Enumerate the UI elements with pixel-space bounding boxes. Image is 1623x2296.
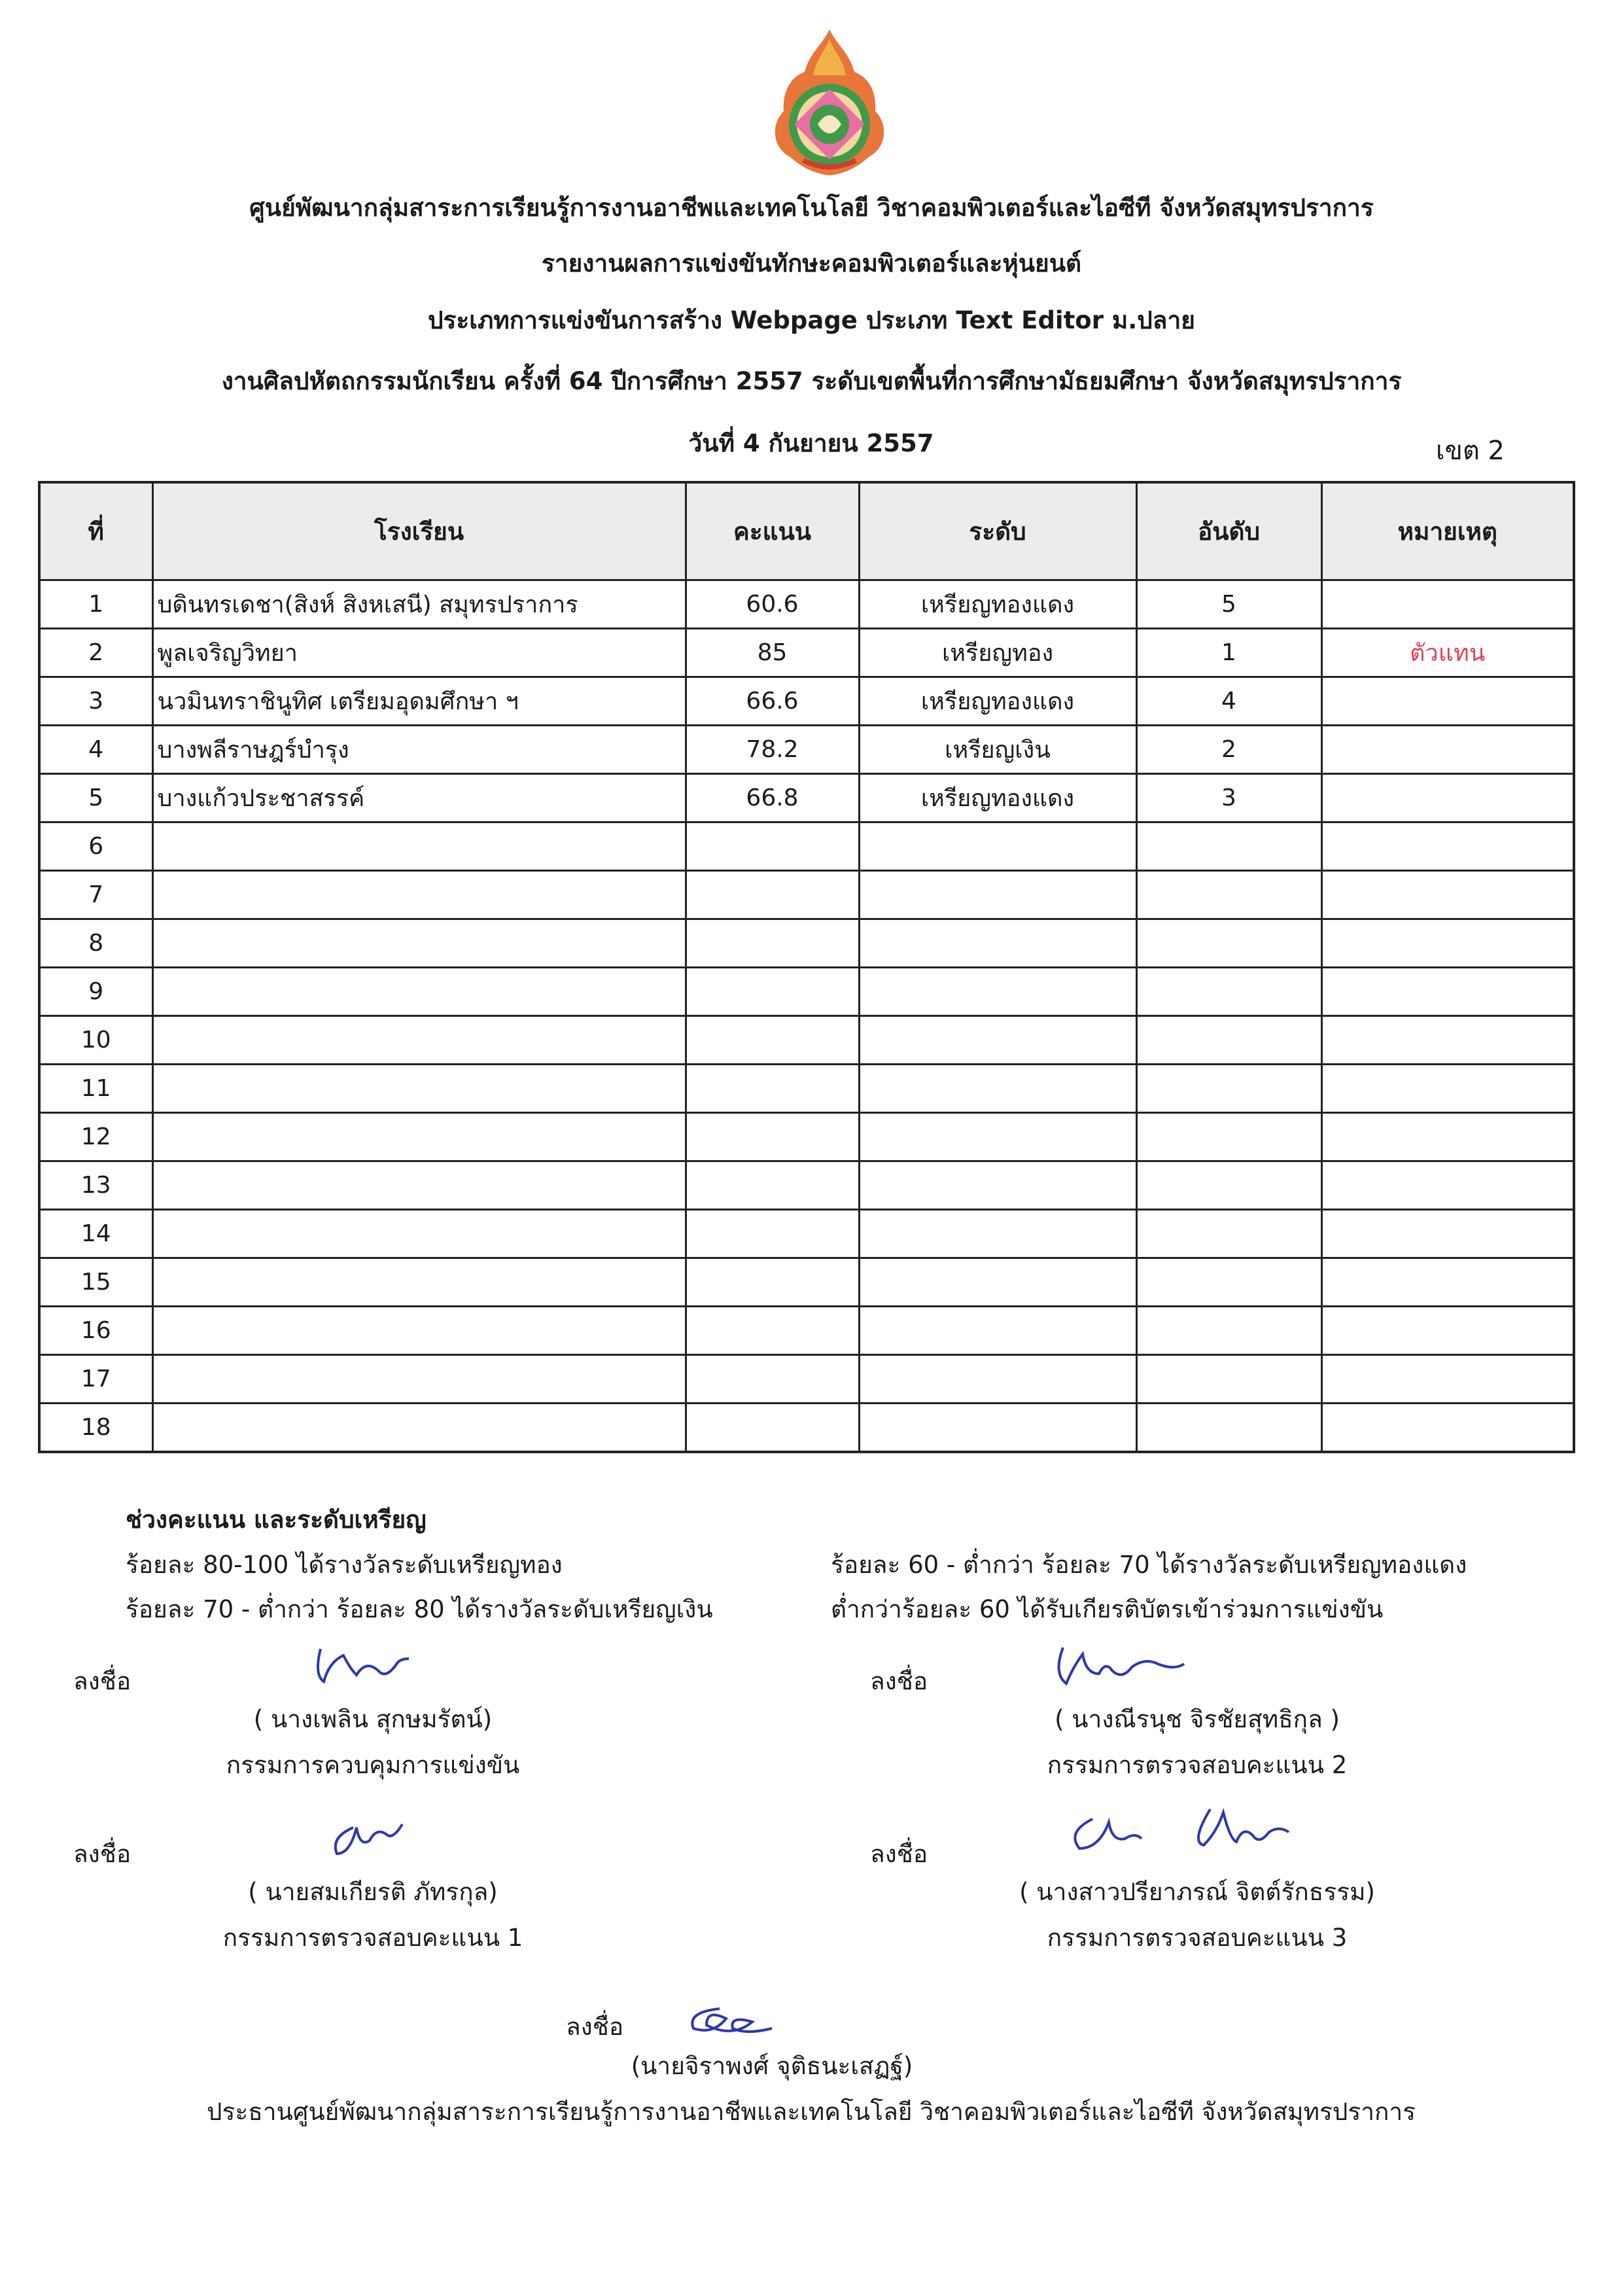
cell-school: บางพลีราษฎร์บำรุง — [152, 726, 686, 774]
office-emblem-logo — [764, 26, 895, 177]
signer-title: กรรมการควบคุมการแข่งขัน — [226, 1751, 520, 1779]
table-row — [39, 580, 1574, 629]
col-header-rank: อันดับ — [1136, 482, 1321, 580]
signer-title: กรรมการตรวจสอบคะแนน 2 — [1047, 1751, 1348, 1779]
table-header-row — [39, 482, 1574, 580]
zone-label: เขต 2 — [1435, 436, 1505, 466]
header-event-line: งานศิลปหัตถกรรมนักเรียน ครั้งที่ 64 ปีการศึกษา 2557 ระดับเขตพื้นที่การศึกษามัธยมศึกษา จังหวัดสมุทรปราการ — [221, 367, 1402, 395]
cell-score — [686, 1404, 859, 1453]
cell-score — [686, 1355, 859, 1404]
cell-rank: 2 — [1136, 726, 1321, 774]
cell-no: 8 — [39, 919, 152, 968]
cell-no: 6 — [39, 822, 152, 871]
cell-school — [152, 1161, 686, 1210]
cell-note — [1321, 1258, 1574, 1307]
table-row — [39, 968, 1574, 1016]
cell-rank: 3 — [1136, 774, 1321, 822]
cell-level — [859, 1113, 1136, 1161]
signer-name: ( นายสมเกียรติ ภัทรกุล) — [248, 1878, 498, 1906]
table-row — [39, 677, 1574, 726]
cell-school — [152, 822, 686, 871]
cell-note — [1321, 1404, 1574, 1453]
signer-name: ( นางณีรนุช จิรชัยสุทธิกุล ) — [1055, 1705, 1340, 1733]
cell-no: 4 — [39, 726, 152, 774]
cell-score — [686, 919, 859, 968]
cell-school — [152, 1065, 686, 1113]
signature-image — [1066, 1799, 1328, 1858]
col-header-score: คะแนน — [686, 482, 859, 580]
signature-image — [307, 1639, 432, 1691]
cell-rank — [1136, 1210, 1321, 1258]
cell-school — [152, 1258, 686, 1307]
col-header-school: โรงเรียน — [152, 482, 686, 580]
cell-level — [859, 919, 1136, 968]
table-row — [39, 1113, 1574, 1161]
cell-note — [1321, 1113, 1574, 1161]
cell-score — [686, 1307, 859, 1355]
legend-bronze: ร้อยละ 60 - ต่ำกว่า ร้อยละ 70 ได้รางวัลระดับเหรียญทองแดง — [831, 1551, 1467, 1579]
cell-rank — [1136, 871, 1321, 919]
cell-score — [686, 1258, 859, 1307]
cell-school — [152, 1016, 686, 1065]
cell-note — [1321, 1016, 1574, 1065]
legend-gold: ร้อยละ 80-100 ได้รางวัลระดับเหรียญทอง — [126, 1551, 563, 1579]
cell-level — [859, 1161, 1136, 1210]
cell-rank: 1 — [1136, 629, 1321, 677]
legend-title: ช่วงคะแนน และระดับเหรียญ — [126, 1506, 427, 1534]
cell-score — [686, 822, 859, 871]
cell-level — [859, 968, 1136, 1016]
header-office-line: ศูนย์พัฒนากลุ่มสาระการเรียนรู้การงานอาชีพและเทคโนโลยี วิชาคอมพิวเตอร์และไอซีที จังหวัดสมุทรปราการ — [249, 194, 1374, 222]
table-row — [39, 871, 1574, 919]
cell-rank — [1136, 1355, 1321, 1404]
cell-school — [152, 871, 686, 919]
cell-score: 60.6 — [686, 580, 859, 629]
cell-note — [1321, 1210, 1574, 1258]
table-row — [39, 1161, 1574, 1210]
table-row — [39, 1307, 1574, 1355]
cell-school: บางแก้วประชาสรรค์ — [152, 774, 686, 822]
cell-rank — [1136, 1258, 1321, 1307]
sign-label: ลงชื่อ — [73, 1667, 131, 1695]
cell-level — [859, 822, 1136, 871]
cell-score — [686, 968, 859, 1016]
cell-note — [1321, 871, 1574, 919]
cell-school — [152, 1210, 686, 1258]
cell-level: เหรียญทองแดง — [859, 580, 1136, 629]
cell-rank — [1136, 1065, 1321, 1113]
signer-title: กรรมการตรวจสอบคะแนน 3 — [1047, 1924, 1348, 1952]
cell-no: 12 — [39, 1113, 152, 1161]
cell-school — [152, 1355, 686, 1404]
cell-rank — [1136, 1404, 1321, 1453]
cell-note — [1321, 580, 1574, 629]
sign-label: ลงชื่อ — [566, 2013, 624, 2041]
cell-school — [152, 1113, 686, 1161]
cell-school — [152, 1404, 686, 1453]
cell-note — [1321, 1355, 1574, 1404]
header-report-title: รายงานผลการแข่งขันทักษะคอมพิวเตอร์และหุ่นยนต์ — [541, 249, 1082, 277]
cell-no: 1 — [39, 580, 152, 629]
sign-label: ลงชื่อ — [870, 1667, 928, 1695]
sign-label: ลงชื่อ — [73, 1840, 131, 1868]
cell-no: 14 — [39, 1210, 152, 1258]
signer-name: ( นางสาวปรียาภรณ์ จิตต์รักธรรม) — [1019, 1878, 1375, 1906]
table-row — [39, 1355, 1574, 1404]
table-row — [39, 1258, 1574, 1307]
header-date: วันที่ 4 กันยายน 2557 — [688, 429, 934, 457]
col-header-no: ที่ — [39, 482, 152, 580]
cell-score: 66.8 — [686, 774, 859, 822]
signature-image — [680, 1996, 805, 2041]
cell-score: 78.2 — [686, 726, 859, 774]
cell-level — [859, 871, 1136, 919]
cell-note — [1321, 774, 1574, 822]
cell-no: 13 — [39, 1161, 152, 1210]
cell-no: 2 — [39, 629, 152, 677]
col-header-note: หมายเหตุ — [1321, 482, 1574, 580]
cell-no: 17 — [39, 1355, 152, 1404]
cell-school: พูลเจริญวิทยา — [152, 629, 686, 677]
cell-score — [686, 1161, 859, 1210]
cell-school — [152, 1307, 686, 1355]
cell-rank — [1136, 1161, 1321, 1210]
cell-rank — [1136, 1307, 1321, 1355]
cell-no: 11 — [39, 1065, 152, 1113]
cell-score — [686, 1016, 859, 1065]
cell-school — [152, 919, 686, 968]
cell-note — [1321, 677, 1574, 726]
cell-no: 18 — [39, 1404, 152, 1453]
legend-participation: ต่ำกว่าร้อยละ 60 ได้รับเกียรติบัตรเข้าร่วมการแข่งขัน — [831, 1595, 1384, 1623]
table-row — [39, 629, 1574, 677]
cell-level: เหรียญทอง — [859, 629, 1136, 677]
col-header-level: ระดับ — [859, 482, 1136, 580]
cell-note — [1321, 919, 1574, 968]
signer-title: กรรมการตรวจสอบคะแนน 1 — [222, 1924, 523, 1952]
cell-school: นวมินทราชินูทิศ เตรียมอุดมศึกษา ฯ — [152, 677, 686, 726]
cell-note — [1321, 726, 1574, 774]
cell-level — [859, 1065, 1136, 1113]
cell-score — [686, 871, 859, 919]
signer-name: ( นางเพลิน สุกษมรัตน์) — [253, 1705, 493, 1733]
cell-level — [859, 1404, 1136, 1453]
table-row — [39, 1065, 1574, 1113]
cell-score — [686, 1113, 859, 1161]
signature-image — [321, 1811, 425, 1863]
table-row — [39, 774, 1574, 822]
cell-score: 85 — [686, 629, 859, 677]
cell-level — [859, 1016, 1136, 1065]
cell-no: 3 — [39, 677, 152, 726]
cell-school — [152, 968, 686, 1016]
cell-rank — [1136, 919, 1321, 968]
signer-name: (นายจิราพงศ์ จุติธนะเสฏฐ์) — [631, 2052, 913, 2080]
cell-no: 9 — [39, 968, 152, 1016]
sign-label: ลงชื่อ — [870, 1840, 928, 1868]
cell-level — [859, 1307, 1136, 1355]
cell-no: 16 — [39, 1307, 152, 1355]
table-row — [39, 726, 1574, 774]
cell-score — [686, 1065, 859, 1113]
cell-level: เหรียญเงิน — [859, 726, 1136, 774]
cell-note — [1321, 1307, 1574, 1355]
cell-level — [859, 1355, 1136, 1404]
signer-title: ประธานศูนย์พัฒนากลุ่มสาระการเรียนรู้การงานอาชีพและเทคโนโลยี วิชาคอมพิวเตอร์และไอซีที จังหวัดสมุทรปราการ — [206, 2098, 1416, 2126]
cell-level: เหรียญทองแดง — [859, 677, 1136, 726]
cell-rank — [1136, 968, 1321, 1016]
cell-note — [1321, 1065, 1574, 1113]
cell-rank: 4 — [1136, 677, 1321, 726]
cell-rank — [1136, 1113, 1321, 1161]
cell-level — [859, 1210, 1136, 1258]
cell-rank — [1136, 822, 1321, 871]
signature-image — [1047, 1641, 1230, 1693]
cell-score — [686, 1210, 859, 1258]
table-row — [39, 1210, 1574, 1258]
cell-no: 5 — [39, 774, 152, 822]
legend-silver: ร้อยละ 70 - ต่ำกว่า ร้อยละ 80 ได้รางวัลระดับเหรียญเงิน — [126, 1595, 713, 1623]
cell-note — [1321, 968, 1574, 1016]
cell-level: เหรียญทองแดง — [859, 774, 1136, 822]
cell-score: 66.6 — [686, 677, 859, 726]
cell-note — [1321, 1161, 1574, 1210]
results-table — [38, 481, 1575, 1453]
cell-level — [859, 1258, 1136, 1307]
cell-no: 15 — [39, 1258, 152, 1307]
table-row — [39, 1404, 1574, 1453]
cell-no: 7 — [39, 871, 152, 919]
table-row — [39, 822, 1574, 871]
cell-rank — [1136, 1016, 1321, 1065]
cell-rank: 5 — [1136, 580, 1321, 629]
cell-note — [1321, 822, 1574, 871]
cell-note: ตัวแทน — [1321, 629, 1574, 677]
table-row — [39, 1016, 1574, 1065]
cell-no: 10 — [39, 1016, 152, 1065]
table-row — [39, 919, 1574, 968]
header-competition-type: ประเภทการแข่งขันการสร้าง Webpage ประเภท Text Editor ม.ปลาย — [428, 306, 1195, 334]
cell-school: บดินทรเดชา(สิงห์ สิงหเสนี) สมุทรปราการ — [152, 580, 686, 629]
